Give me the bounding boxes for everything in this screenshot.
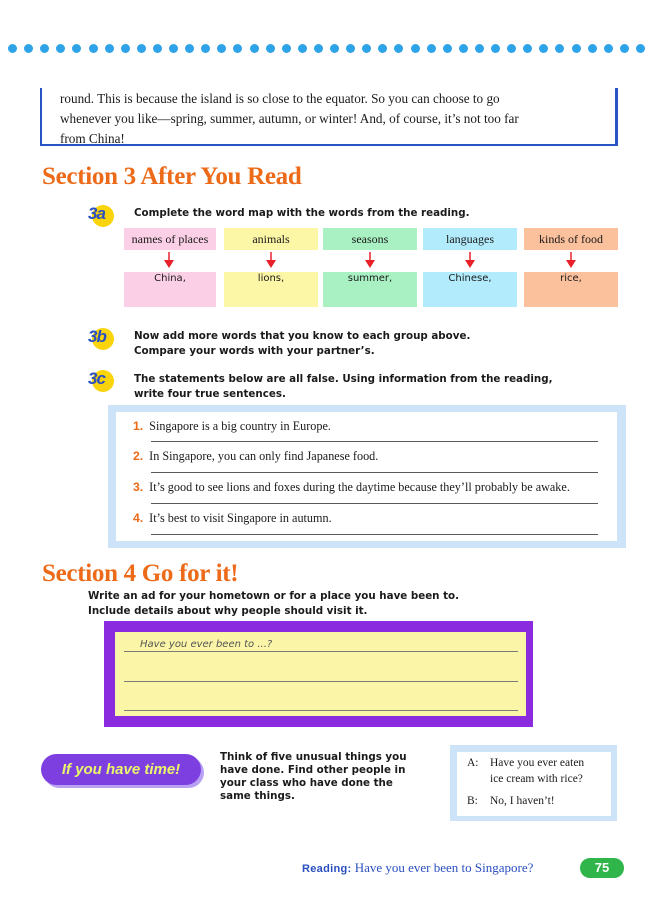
border-dot <box>346 44 355 53</box>
word-map-box-places[interactable]: China, <box>124 272 216 307</box>
section-4-line-2: Include details about why people should visit it. <box>88 605 368 617</box>
word-map-heading-places: names of places <box>124 228 216 250</box>
ad-line-1[interactable] <box>124 651 518 652</box>
reading-line-1: round. This is because the island is so close to the equator. So you can choose to go <box>60 91 500 106</box>
border-dot <box>282 44 291 53</box>
activity-3a-label: 3a <box>88 204 105 223</box>
answer-line-1[interactable] <box>151 441 598 442</box>
word-map-box-animals[interactable]: lions, <box>224 272 318 307</box>
border-dot <box>185 44 194 53</box>
down-arrow-icon <box>565 252 577 268</box>
border-dot <box>24 44 33 53</box>
section-3-title: Section 3 After You Read <box>42 163 302 190</box>
reading-line-2: whenever you like—spring, summer, autumn, or winter! And, of course, it’s not too far <box>60 111 519 126</box>
statement-3 <box>133 480 570 495</box>
section-4-line-1: Write an ad for your hometown or for a place you have been to. <box>88 590 460 602</box>
border-dot <box>169 44 178 53</box>
border-dot <box>378 44 387 53</box>
footer-text: Have you ever been to Singapore? <box>354 860 534 875</box>
border-dot <box>394 44 403 53</box>
activity-3c-badge <box>88 368 115 393</box>
border-dot <box>411 44 420 53</box>
word-map-heading-animals: animals <box>224 228 318 250</box>
iyht-line-2: have done. Find other people in <box>220 764 406 776</box>
border-dot <box>250 44 259 53</box>
border-dot <box>314 44 323 53</box>
border-dot <box>8 44 17 53</box>
activity-3a-instruction: Complete the word map with the words from the reading. <box>134 207 470 219</box>
ad-prompt: Have you ever been to ...? <box>140 639 273 650</box>
statement-number: 4. <box>133 511 144 525</box>
footer-label: Reading: <box>302 863 352 875</box>
border-dot <box>443 44 452 53</box>
ad-line-3[interactable] <box>124 710 518 711</box>
if-you-have-time-badge <box>41 754 201 785</box>
page-number: 75 <box>580 858 624 878</box>
down-arrow-icon <box>364 252 376 268</box>
footer-title <box>302 860 533 876</box>
activity-3b-badge <box>88 326 115 351</box>
activity-3c-line-1: The statements below are all false. Using information from the reading, <box>134 373 553 385</box>
border-dot <box>362 44 371 53</box>
statement-number: 1. <box>133 419 144 433</box>
border-dot <box>523 44 532 53</box>
border-dot <box>330 44 339 53</box>
down-arrow-icon <box>265 252 277 268</box>
statement-text: In Singapore, you can only find Japanese food. <box>149 449 379 463</box>
word-map-box-food[interactable]: rice, <box>524 272 618 307</box>
border-dot <box>56 44 65 53</box>
answer-line-3[interactable] <box>151 503 598 504</box>
border-dot <box>40 44 49 53</box>
answer-line-2[interactable] <box>151 472 598 473</box>
border-dot <box>588 44 597 53</box>
border-dot <box>266 44 275 53</box>
down-arrow-icon <box>464 252 476 268</box>
iyht-line-4: same things. <box>220 790 295 802</box>
word-map-heading-food: kinds of food <box>524 228 618 250</box>
border-dot <box>555 44 564 53</box>
activity-3a-badge <box>88 203 115 228</box>
activity-3c-instruction <box>134 372 553 402</box>
border-dot <box>507 44 516 53</box>
statement-1 <box>133 419 331 434</box>
border-dot <box>572 44 581 53</box>
border-dot <box>604 44 613 53</box>
border-dot <box>121 44 130 53</box>
border-dot <box>89 44 98 53</box>
border-dot <box>72 44 81 53</box>
if-you-have-time-label: If you have time! <box>61 761 181 778</box>
border-dot <box>539 44 548 53</box>
border-dot <box>153 44 162 53</box>
activity-3b-line-1: Now add more words that you know to each group above. <box>134 330 471 342</box>
statement-4 <box>133 511 332 526</box>
activity-3b-label: 3b <box>88 327 106 346</box>
border-dot <box>636 44 645 53</box>
dialogue-a-text <box>490 755 584 787</box>
dialogue-a-line-2: ice cream with rice? <box>490 773 583 785</box>
speaker-b: B: <box>467 795 478 807</box>
border-dot <box>475 44 484 53</box>
word-map-box-seasons[interactable]: summer, <box>323 272 417 307</box>
dialogue-a-line-1: Have you ever eaten <box>490 757 585 769</box>
statement-number: 2. <box>133 449 144 463</box>
ad-line-2[interactable] <box>124 681 518 682</box>
reading-line-3: from China! <box>60 131 125 146</box>
activity-3b-line-2: Compare your words with your partner’s. <box>134 345 375 357</box>
activity-3c-label: 3c <box>88 369 105 388</box>
iyht-line-3: your class who have done the <box>220 777 393 789</box>
border-dot <box>233 44 242 53</box>
section-4-title: Section 4 Go for it! <box>42 560 239 587</box>
border-dot <box>427 44 436 53</box>
activity-3b-instruction <box>134 329 470 359</box>
activity-3c-line-2: write four true sentences. <box>134 388 286 400</box>
statement-text: Singapore is a big country in Europe. <box>149 419 331 433</box>
statement-text: It’s good to see lions and foxes during the daytime because they’ll probably be awake. <box>149 480 570 494</box>
statement-text: It’s best to visit Singapore in autumn. <box>149 511 332 525</box>
border-dot <box>217 44 226 53</box>
border-dot <box>105 44 114 53</box>
statement-number: 3. <box>133 480 144 494</box>
top-dotted-border <box>0 44 650 56</box>
border-dot <box>137 44 146 53</box>
word-map-box-languages[interactable]: Chinese, <box>423 272 517 307</box>
if-you-have-time-instruction <box>220 751 407 803</box>
word-map-heading-seasons: seasons <box>323 228 417 250</box>
iyht-line-1: Think of five unusual things you <box>220 751 407 763</box>
word-map-heading-languages: languages <box>423 228 517 250</box>
border-dot <box>620 44 629 53</box>
speaker-a: A: <box>467 757 479 769</box>
border-dot <box>459 44 468 53</box>
border-dot <box>491 44 500 53</box>
statement-2 <box>133 449 378 464</box>
border-dot <box>201 44 210 53</box>
reading-excerpt <box>60 89 610 149</box>
border-dot <box>298 44 307 53</box>
answer-line-4[interactable] <box>151 534 598 535</box>
down-arrow-icon <box>163 252 175 268</box>
section-4-instruction <box>88 589 459 619</box>
dialogue-b-line-1: No, I haven’t! <box>490 795 555 807</box>
